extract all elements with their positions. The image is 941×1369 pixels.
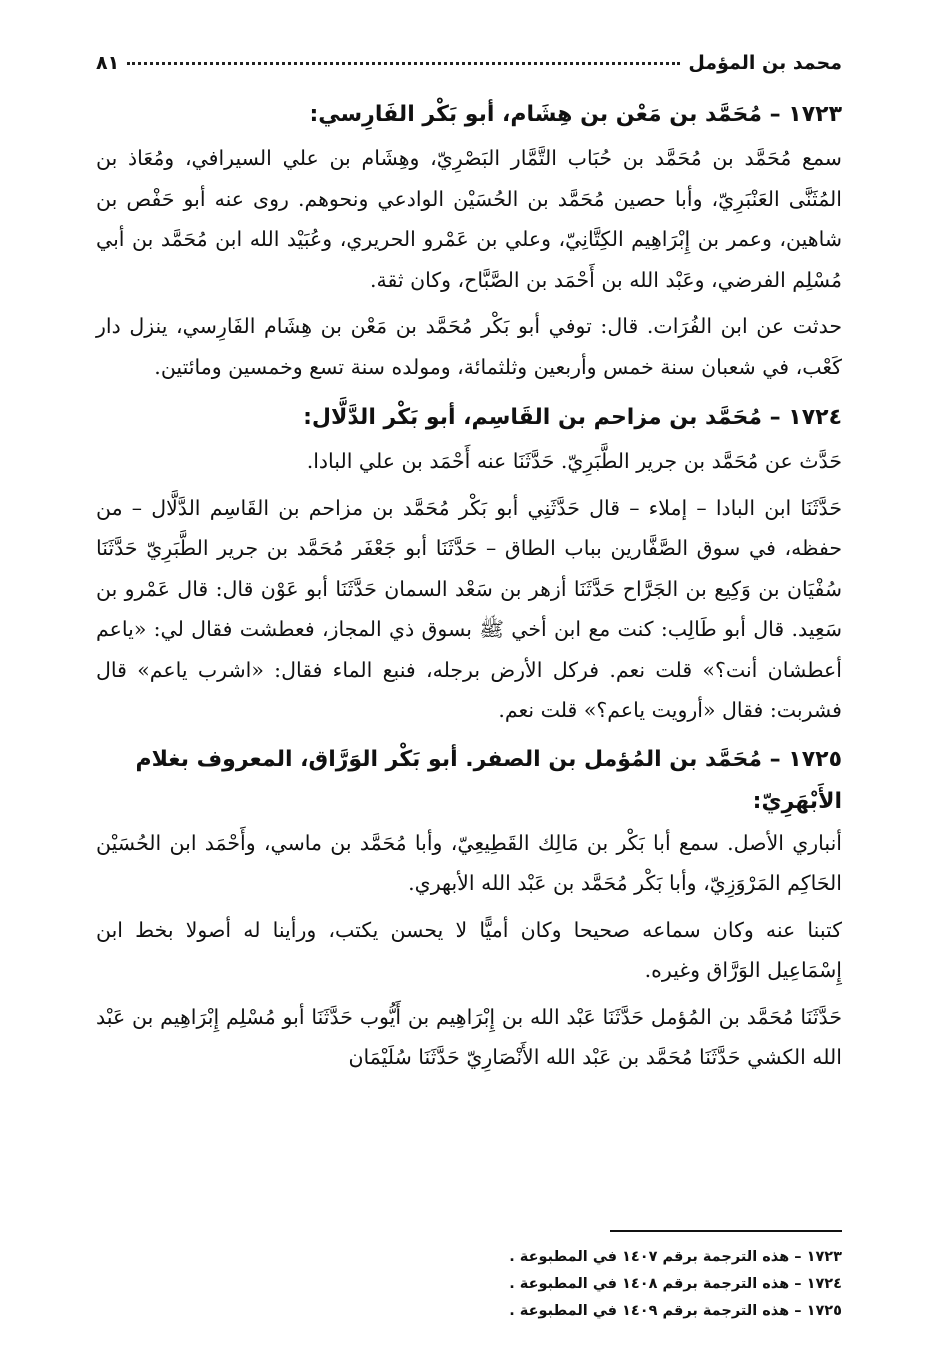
entry-1725-paragraph-1: أنباري الأصل. سمع أبا بَكْر بن مَالِك القَطِيعِيّ، وأبا مُحَمَّد بن ماسي، وأَحْمَد ابن الحُسَيْن الحَاكِم المَرْوَزِيّ، وأبا بَكْر مُحَمَّد بن عَبْد الله الأبهري.: [96, 830, 842, 895]
footnote-1723: ١٧٢٣ – هذه الترجمة برقم ١٤٠٧ في المطبوعة .: [509, 1249, 842, 1265]
running-head-title: محمد بن المؤمل: [688, 52, 842, 74]
footnote-1725: ١٧٢٥ – هذه الترجمة برقم ١٤٠٩ في المطبوعة .: [509, 1303, 842, 1319]
entry-1725-paragraph-3: حَدَّثَنَا مُحَمَّد بن المُؤمل حَدَّثَنَا عَبْد الله بن إِبْرَاهِيم بن أَيُّوب حَدَّثَنَا أبو مُسْلِم إِبْرَاهِيم بن عَبْد الله الكشي حَدَّثَنَا مُحَمَّد بن عَبْد الله الأَنْصَارِيّ حَدَّثَنَا سُلَيْمَان: [96, 1004, 842, 1069]
entry-1723-paragraph-1: سمع مُحَمَّد بن مُحَمَّد بن حُبَاب التَّمَّار البَصْرِيّ، وهِشَام بن علي السيرافي، ومُعَاذ بن المُثَنَّى العَنْبَرِيّ، وأبا حصين مُحَمَّد بن الحُسَيْن الوادعي ونحوهم. روى عنه أبو حَفْص بن شاهين، وعمر بن إِبْرَاهِيم الكِتَّانِيّ، وعلي بن عَمْرو الحريري، وعُبَيْد الله ابن مُحَمَّد بن أبي مُسْلِم الفرضي، وعَبْد الله بن أَحْمَد بن الصَّبَّاح، وكان ثقة.: [96, 146, 842, 292]
leader-dots: [127, 62, 680, 65]
entry-heading-1725-line1: ١٧٢٥ – مُحَمَّد بن المُؤمل بن الصفر. أبو بَكْر الوَرَّاق، المعروف بغلام: [135, 746, 842, 772]
entry-1725-paragraph-2: كتبنا عنه وكان سماعه صحيحا وكان أميًّا لا يحسن يكتب، ورأينا له أصولا بخط ابن إِسْمَاعِيل الوَرَّاق وغيره.: [96, 917, 842, 982]
entry-heading-1725-line2: الأَبْهَرِيّ:: [752, 788, 842, 814]
footnote-rule: [610, 1230, 842, 1232]
entry-1724-paragraph-1: حَدَّث عن مُحَمَّد بن جرير الطَّبَرِيّ. حَدَّثَنَا عنه أَحْمَد بن علي البادا.: [306, 449, 842, 473]
entry-heading-1725: [96, 739, 842, 823]
footnotes: [96, 1230, 842, 1325]
running-head: [96, 52, 842, 92]
entry-1723-paragraph-2: حدثت عن ابن الفُرَات. قال: توفي أبو بَكْر مُحَمَّد بن مَعْن بن هِشَام الفَارِسي، ينزل دار كَعْب، في شعبان سنة خمس وأربعين وثلثمائة، ومولده سنة تسع وخمسين ومائتين.: [96, 314, 842, 379]
entry-heading-1723: ١٧٢٣ – مُحَمَّد بن مَعْن بن هِشَام، أبو بَكْر الفَارِسي:: [309, 102, 842, 127]
page-number: ٨١: [96, 52, 120, 74]
footnote-1724: ١٧٢٤ – هذه الترجمة برقم ١٤٠٨ في المطبوعة .: [509, 1276, 842, 1292]
page: [96, 52, 842, 1352]
entry-1724-paragraph-2: حَدَّثَنَا ابن البادا – إملاء – قال حَدَّثَنِي أبو بَكْر مُحَمَّد بن مزاحم بن القَاسِم الدَّلَّال – من حفظه، في سوق الصَّفَّارين بباب الطاق – حَدَّثَنَا أبو جَعْفَر مُحَمَّد بن جرير الطَّبَرِيّ حَدَّثَنَا سُفْيَان بن وَكِيع بن الجَرَّاح حَدَّثَنَا أزهر بن سَعْد السمان حَدَّثَنَا أبو عَوْن قال: قال عَمْرو بن سَعِيد. قال أبو طَالِب: كنت مع ابن أخي ﷺ بسوق ذي المجاز، فعطشت فقال لي: «ياعم أعطشان أنت؟» قلت نعم. فركل الأرض برجله، فنبع الماء فقال: «اشرب ياعم» قال فشربت: فقال «أرويت ياعم؟» قلت نعم.: [96, 495, 842, 722]
entry-heading-1724: ١٧٢٤ – مُحَمَّد بن مزاحم بن القَاسِم، أبو بَكْر الدَّلَّال:: [303, 405, 842, 430]
